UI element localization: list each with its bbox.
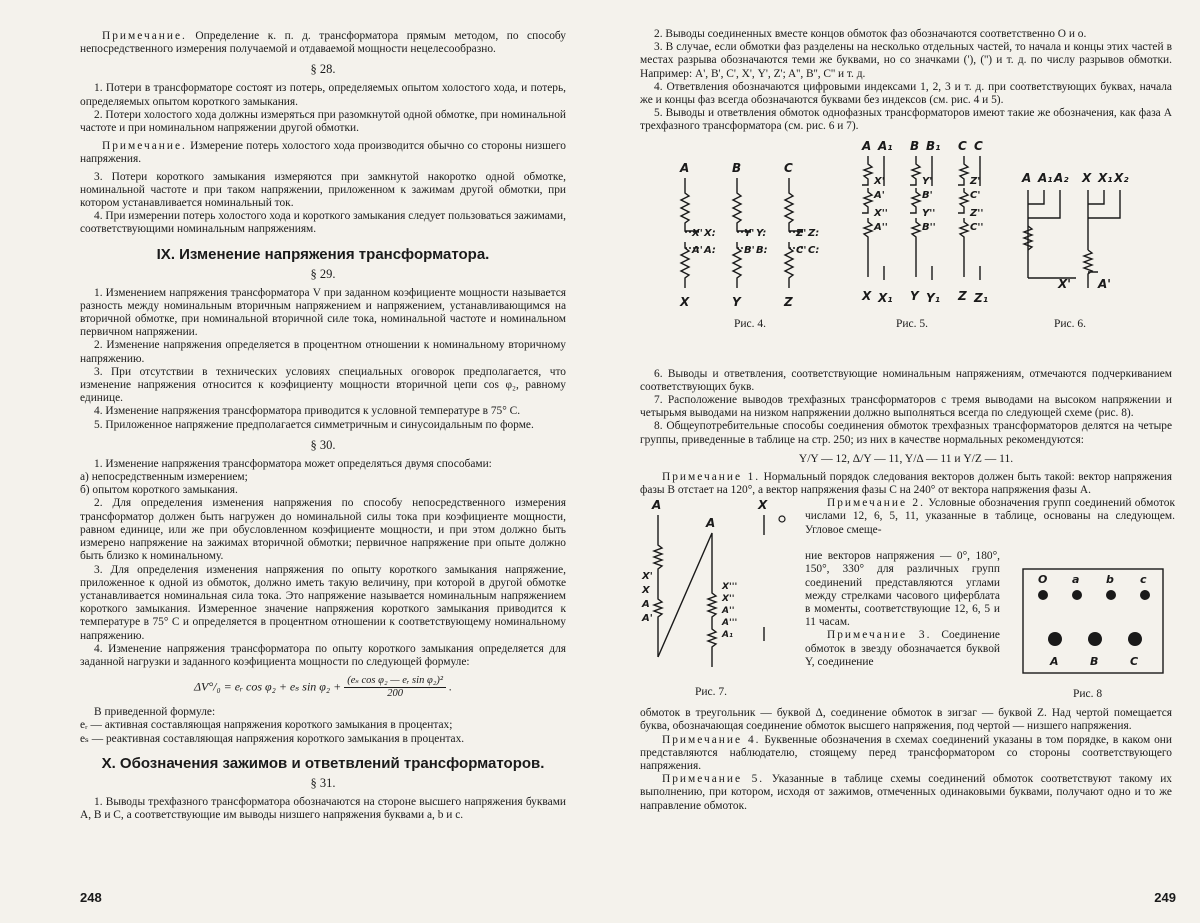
fig5-label: C'': [970, 221, 984, 233]
fig5-label: Z: [958, 288, 967, 303]
fig4-label: A:: [704, 244, 716, 256]
fig4-label: B:: [756, 244, 768, 256]
paragraph: 7. Расположение выводов трехфазных трансформаторов с тремя выводами на высоком напряжении и четырьмя выводами на низком напряжении должно выполняться всегда по следующей схеме (рис. 8).: [640, 394, 1172, 420]
paragraph: 1. Изменение напряжения трансформатора может определяться двумя способами:: [94, 457, 492, 470]
fig5-label: A'': [874, 221, 888, 233]
fig7-caption: Рис. 7.: [695, 686, 728, 699]
fig6-label: A₂: [1054, 170, 1069, 185]
paragraph: 1. Потери в трансформаторе состоят из потерь, определяемых опытом холостого хода, и потерь, определяемых опытом короткого замыкания.: [80, 82, 566, 108]
note-3a: Примечание 3. Соединение обмоток в звезду обозначается буквой Y, соединение: [805, 629, 1000, 668]
note-no-load: Примечание. Измерение потерь холостого хода производится обычно со стороны низшего напряжения.: [80, 140, 566, 166]
fig8-label: a: [1072, 573, 1080, 587]
fig5-label: X₁: [878, 290, 893, 305]
fig5-label: Z'': [970, 207, 984, 219]
note-2b: ние векторов напряжения — 0°, 180°, 150°, 330° для различных групп соединений представляются углами между стрелками часового циферблата в моменты, соответствующие 12, 6, 5 и 11 часам.: [805, 550, 1000, 629]
fig4-label: X: [680, 294, 690, 309]
note-1: Примечание 1. Нормальный порядок следования векторов должен быть такой: вектор напряжения фазы В отстает на 120°, а вектор напряжения фазы С на 240° от вектора напряжения фазы А.: [640, 470, 1172, 497]
fig7-label: X: [758, 498, 768, 513]
paragraph: 8. Общеупотребительные способы соединения обмоток трехфазных трансформаторов делятся на четыре группы, приведенные в таблице на стр. 250; из них в качестве нормальных рекомендуются:: [640, 420, 1172, 446]
fig7-label: A: [652, 498, 662, 513]
fig4-label: Z': [796, 227, 807, 239]
fig7-label: A'': [722, 606, 735, 617]
fig4-label: Z:: [808, 227, 820, 239]
fig7-label: A₁: [722, 630, 733, 641]
figures-4-5-6: [640, 138, 1172, 366]
fig4-label: B': [744, 244, 755, 256]
fig5-label: B': [922, 189, 933, 201]
figure-7-diagram: [640, 497, 800, 702]
fig6-label: A: [1022, 170, 1032, 185]
paragraph: 4. Ответвления обозначаются цифровыми индексами 1, 2, 3 и т. д. при соответствующих буквах, начала же и концы фаз всегда обозначаются буквами без индексов (см. рис. 4 и 5).: [640, 80, 1172, 107]
figure-6-diagram: [1018, 168, 1168, 313]
formula-fraction: $\frac{\text{(eₛ cos φ₂ — eᵣ sin φ₂)²}}{200}$: [344, 675, 446, 700]
fig5-label: C: [974, 138, 983, 153]
note-2b-3-wrap: [805, 550, 1000, 669]
paragraph: 5. Приложенное напряжение предполагается симметричным и синусоидальным по форме.: [94, 418, 534, 431]
fig5-label: A: [862, 138, 872, 153]
fig5-label: B'': [922, 221, 936, 233]
section-31: § 31.: [310, 775, 336, 790]
definition: eₛ — реактивная составляющая напряжения короткого замыкания в процентах.: [80, 732, 465, 745]
fig4-label: Z: [784, 294, 793, 309]
fig5-label: Y: [910, 288, 919, 303]
fig6-label: X: [1082, 170, 1092, 185]
fig7-label: A: [642, 599, 650, 611]
paragraph: В приведенной формуле:: [94, 706, 216, 719]
paragraph: 3. В случае, если обмотки фаз разделены на несколько отдельных частей, то начала и концы этих частей в местах разрыва обозначаются теми же буквами, но со значками ('), ('') и т. д. по числу разрывов обмотки. Например: А', В', С', Х', Y', Z'; A'', B'', C'' и т. д.: [640, 41, 1172, 80]
fig4-label: C:: [808, 244, 820, 256]
note-2a: Примечание 2. Условные обозначения групп соединений обмоток числами 12, 6, 5, 11, указанные в таблице, основаны на следующем. Угловое смеще-: [805, 497, 1175, 536]
figure-5-diagram: [858, 138, 1008, 314]
fig5-label: C': [970, 189, 981, 201]
note-5: Примечание 5. Указанные в таблице схемы соединений обмоток соответствуют такому их выполнению, при котором, исходя от зажимов, отмеченных одинаковыми буквами, получают одно и то же направление обмоток.: [640, 773, 1172, 812]
paragraph: 4. Изменение напряжения трансформатора по опыту короткого замыкания определяется для заданной нагрузки и заданного коэфициента мощности по следующей формуле:: [80, 642, 566, 668]
fig5-label: Y₁: [926, 290, 940, 305]
fig5-label: C: [958, 138, 967, 153]
paragraph: 3. При отсутствии в технических условиях специальных оговорок предполагается, что изменение напряжения относится к коэфициенту мощности вторичной цепи cos φ₂, равному единице.: [80, 365, 566, 405]
recommended-groups: Y/Y — 12, Δ/Y — 11, Y/Δ — 11 и Y/Z — 11.: [798, 452, 1014, 465]
fig5-label: Y'': [922, 207, 936, 219]
fig5-label: A': [874, 189, 885, 201]
paragraph: 3. Потери короткого замыкания измеряются при замкнутой накоротко одной обмотке, номинальной частоте и при таком напряжении, приложенном к зажимам другой обмотки, при котором устанавливается номинальный ток.: [80, 170, 566, 210]
fig4-label: C': [796, 244, 807, 256]
note-3b: обмоток в треугольник — буквой Δ, соединение обмоток в зигзаг — буквой Z. Над чертой помещается буква, обозначающая соединение обмоток высшего напряжения, под чертой — низшего напряжения.: [640, 707, 1172, 733]
section-30: § 30.: [310, 437, 336, 452]
fig8-label: b: [1106, 573, 1114, 587]
fig4-label: A': [692, 244, 703, 256]
section-28: § 28.: [310, 62, 336, 77]
fig4-label: Y: [732, 294, 741, 309]
fig7-label: X: [642, 585, 650, 597]
page-number-left: 248: [80, 890, 102, 905]
page-number-right: 249: [1154, 890, 1176, 905]
fig4-label: Y': [744, 227, 755, 239]
fig6-label: X₁: [1098, 170, 1113, 185]
paragraph: 4. Изменение напряжения трансформатора приводится к условной температуре в 75° С.: [94, 405, 521, 418]
fig5-label: X: [862, 288, 872, 303]
fig6-caption: Рис. 6.: [1054, 317, 1087, 330]
fig8-label: A: [1050, 655, 1059, 669]
paragraph: 6. Выводы и ответвления, соответствующие номинальным напряжениям, отмечаются подчеркиванием соответствующих букв.: [640, 367, 1172, 393]
fig6-label: A₁: [1038, 170, 1053, 185]
fig7-label: X''': [722, 582, 738, 593]
voltage-change-formula: ΔV°/₀ = eᵣ cos φ₂ + eₛ sin φ₂ + $\frac{\text{(eₛ cos φ₂ — eᵣ sin φ₂)²}}{200}$ .: [193, 675, 453, 700]
fig8-label: C: [1130, 655, 1139, 669]
paragraph: 2. Выводы соединенных вместе концов обмоток фаз обозначаются соответственно О и о.: [654, 28, 1087, 40]
paragraph: 1. Выводы трехфазного трансформатора обозначаются на стороне высшего напряжения буквами А, В и С, а соответствующие им выводы низшего напряжения буквами а, b и с.: [80, 795, 566, 821]
fig5-caption: Рис. 5.: [896, 317, 929, 330]
figure-4-diagram: [670, 160, 850, 310]
fig7-label: A: [706, 516, 716, 531]
fig6-label: X': [1058, 276, 1071, 291]
paragraph: 4. При измерении потерь холостого хода и короткого замыкания следует пользоваться зажимами, соответствующими номинальным напряжениям.: [80, 210, 566, 236]
fig8-label: O: [1038, 573, 1048, 587]
fig8-label: B: [1090, 655, 1099, 669]
note-efficiency: Примечание. Определение к. п. д. трансформатора прямым методом, по способу непосредственного измерения получаемой и отдаваемой мощности нецелесообразно.: [80, 30, 566, 56]
fig5-label: Z': [970, 175, 981, 187]
fig7-label: A''': [722, 618, 738, 629]
fig5-label: Y': [922, 175, 933, 187]
fig7-label: A': [642, 613, 653, 625]
fig5-label: Z₁: [974, 290, 988, 305]
definition: eᵣ — активная составляющая напряжения короткого замыкания в процентах;: [80, 719, 453, 732]
section-29: § 29.: [310, 266, 336, 281]
fig5-label: X': [874, 175, 885, 187]
paragraph: 2. Для определения изменения напряжения по способу непосредственного измерения трансформатор должен быть нагружен до номинальной силы тока при коэфициенте мощности, равном единице, или же при обусловленном коэфициенте мощности, и при этом должно быть измерено напряжение на зажимах вторичной обмотки; первичное напряжение при опыте должно быть близко к номинальному.: [80, 497, 566, 563]
figure-8-diagram: [1015, 565, 1175, 705]
note-2-wrap: [805, 497, 1175, 537]
fig4-label: Y:: [756, 227, 767, 239]
paragraph: 3. Для определения изменения напряжения по опыту короткого замыкания напряжение, приложенное к одной из обмоток, должно иметь такую величину, при которой в другой обмотке устанавливается номинальная сила тока. Это напряжение называется номинальным напряжением короткого замыкания. Измеренное значение напряжения короткого замыкания приводится к температуре в 75° С и определяется в процентном отношении к соответствующему номинальному напряжению.: [80, 563, 566, 642]
fig8-caption: Рис. 8: [1073, 688, 1103, 701]
fig6-label: A': [1098, 276, 1111, 291]
note-4: Примечание 4. Буквенные обозначения в схемах соединений указаны в том порядке, в каком они представляются наблюдателю, стоящему перед трансформатором со стороны соответствующего напряжения.: [640, 733, 1172, 773]
fig8-label: c: [1140, 573, 1147, 587]
fig4-label: X': [692, 227, 703, 239]
fig7-label: X'': [722, 594, 735, 605]
fig7-label: X': [642, 571, 653, 583]
list-item: а) непосредственным измерением;: [80, 471, 248, 484]
fig4-label: B: [732, 160, 742, 175]
fig4-label: C: [784, 160, 793, 175]
fig4-caption: Рис. 4.: [734, 317, 767, 330]
heading-ix: IX. Изменение напряжения трансформатора.: [156, 245, 490, 263]
fig5-label: B: [910, 138, 920, 153]
fig5-label: B₁: [926, 138, 941, 153]
list-item: б) опытом короткого замыкания.: [80, 484, 238, 497]
paragraph: 1. Изменением напряжения трансформатора V при заданном коэфициенте мощности называется разность между номинальным вторичным напряжением и напряжением, устанавливающимся на вторичной обмотке, при номинальной вторичной силе тока, номинальной частоте и номинальном первичном напряжении.: [80, 286, 566, 339]
fig5-label: X'': [874, 207, 888, 219]
paragraph: 2. Изменение напряжения определяется в процентном отношении к номинальному вторичному напряжению.: [80, 339, 566, 365]
paragraph: 2. Потери холостого хода должны измеряться при разомкнутой одной обмотке, при номинальной частоте и при номинальном напряжении другой обмотки.: [80, 108, 566, 135]
fig4-label: X:: [704, 227, 716, 239]
figures-7-8-zone: [640, 497, 1175, 707]
paragraph: 5. Выводы и ответвления обмоток однофазных трансформаторов имеют такие же обозначения, как фаза А трехфазного трансформатора (см. рис. 6 и 7).: [640, 107, 1172, 133]
fig4-label: A: [680, 160, 690, 175]
heading-x: X. Обозначения зажимов и ответвлений трансформаторов.: [101, 754, 545, 772]
fig5-label: A₁: [878, 138, 893, 153]
fig6-label: X₂: [1114, 170, 1129, 185]
page-right: [600, 0, 1200, 923]
